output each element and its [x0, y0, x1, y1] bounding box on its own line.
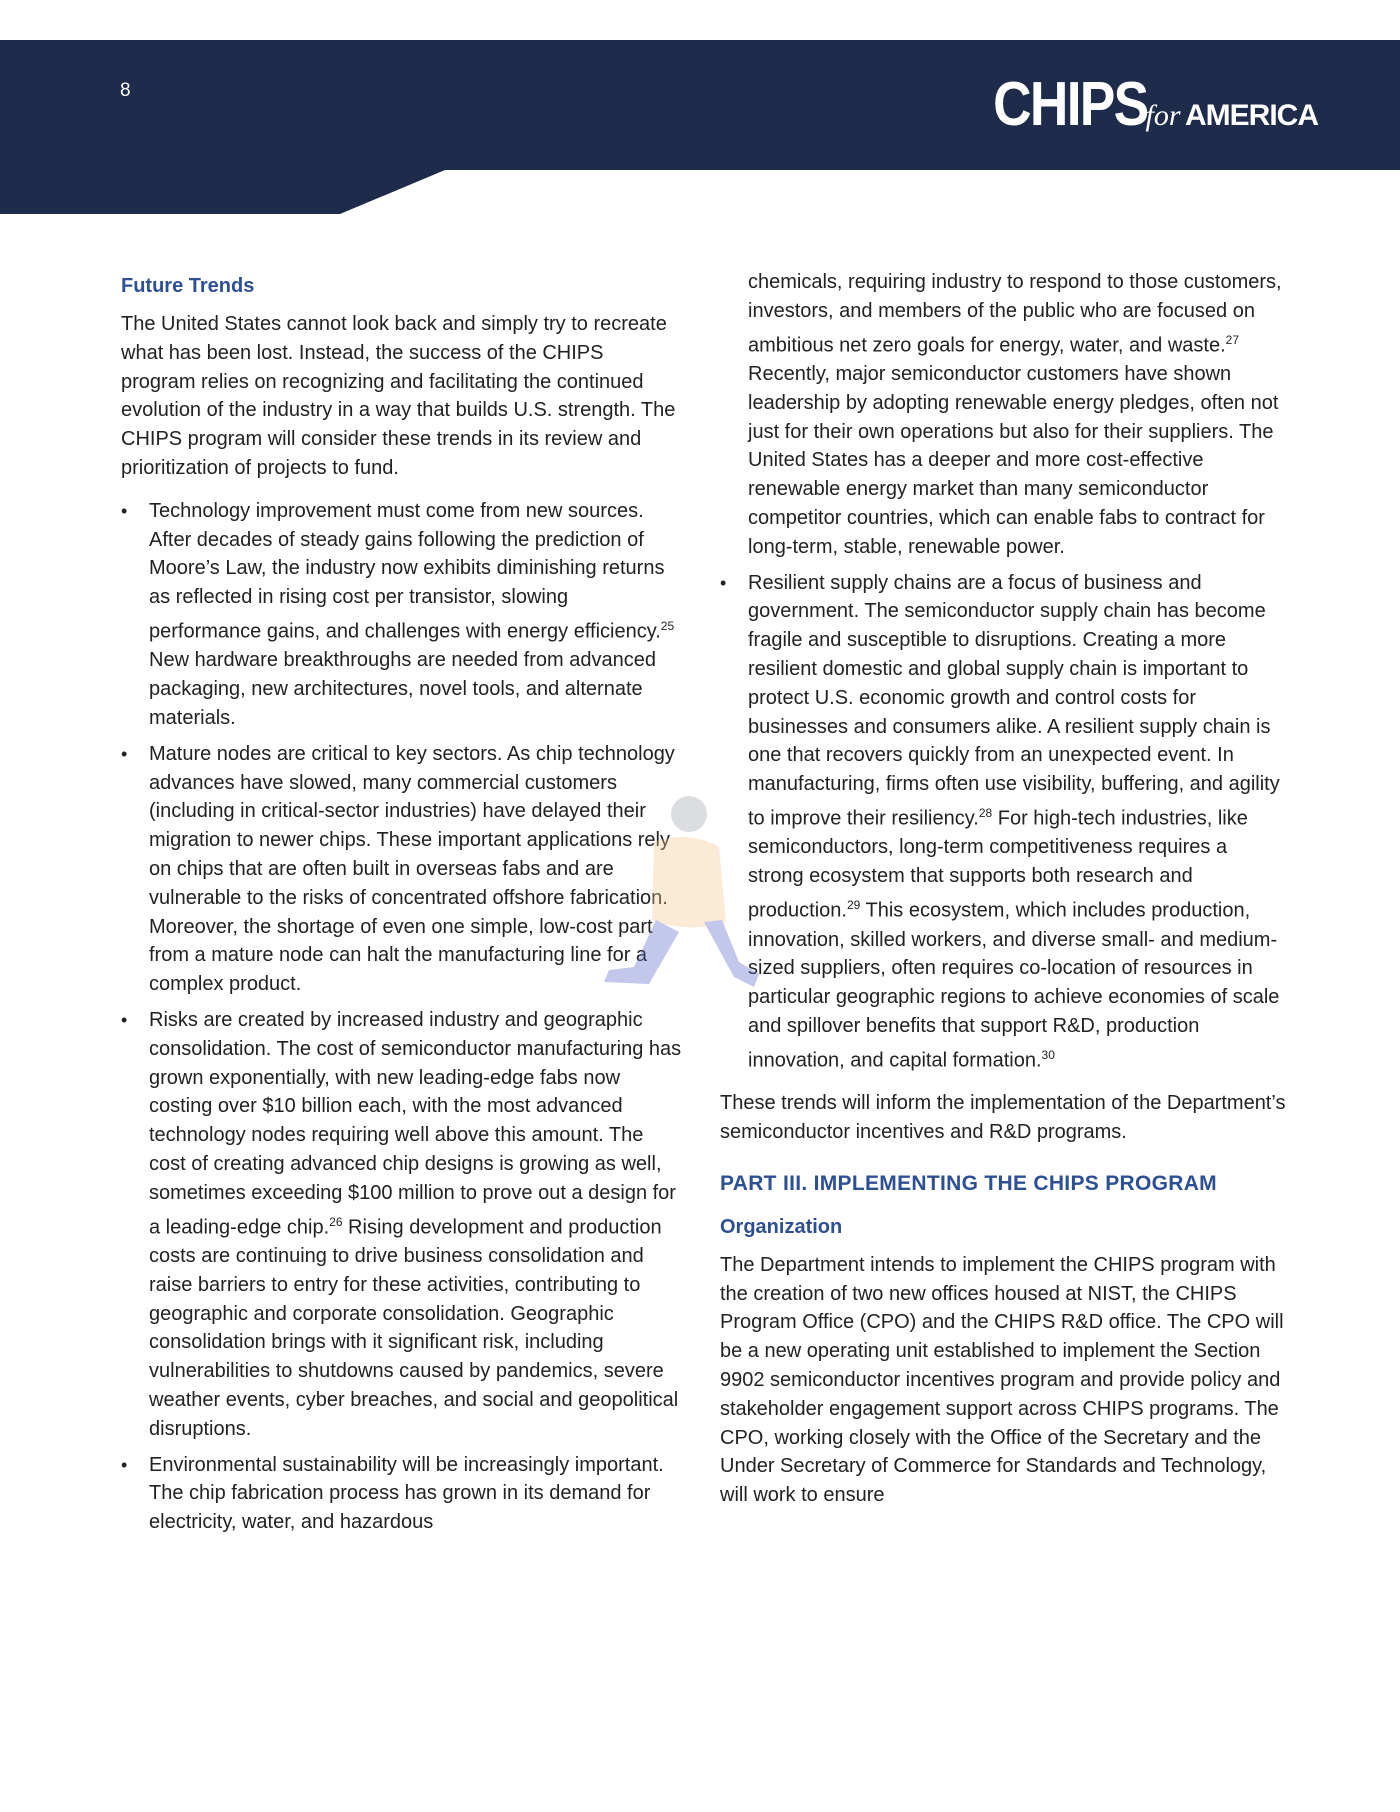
- list-item: [121, 1006, 683, 1444]
- bullet-text: Environmental sustainability will be increasingly important. The chip fabrication process has grown in its demand for electricity, water, and hazardous: [149, 1453, 664, 1534]
- footnote-ref: 26: [329, 1214, 343, 1229]
- bullet-text-cont: Rising development and production costs are continuing to drive business consolidation and raise barriers to entry for these activities, contributing to geographic and corporate consolidation. Geographic consolidation brings with it significant risk, including vulnerabilities to shutdowns caused by pandemics, severe weather events, cyber breaches, and social and geopolitical disruptions.: [149, 1216, 679, 1440]
- intro-paragraph: The United States cannot look back and simply try to recreate what has been lost. Instead, the success of the CHIPS program relies on recognizing and facilitating the continued evolution of the industry in a way that builds U.S. strength. The CHIPS program will consider these trends in its review and prioritization of projects to fund.: [121, 313, 676, 479]
- bullet-text: Technology improvement must come from new sources. After decades of steady gains following the prediction of Moore’s Law, the industry now exhibits diminishing returns as reflected in rising cost per transistor, slowing performance gains, and challenges with energy efficiency.: [149, 499, 665, 643]
- logo-chips-text: CHIPS: [992, 70, 1148, 139]
- bullet-text-mid: For high-tech industries, like semiconductors, long-term competitiveness requires a strong ecosystem that supports both research and production.: [748, 807, 1248, 922]
- watermark-figure: [594, 792, 764, 1010]
- continuation-text: chemicals, requiring industry to respond to those customers, investors, and members of the public who are focused on ambitious net zero goals for energy, water, and waste.: [748, 271, 1282, 357]
- footnote-ref: 27: [1225, 332, 1240, 347]
- bullet-text: Resilient supply chains are a focus of business and government. The semiconductor supply chain has become fragile and susceptible to disruptions. Creating a more resilient domestic and global supply chain is important to protect U.S. economic growth and control costs for businesses and consumers alike. A resilient supply chain is one that recovers quickly from an unexpected event. In manufacturing, firms often use visibility, buffering, and agility to improve their resiliency.: [748, 571, 1280, 830]
- list-item: [720, 569, 1286, 1076]
- bullet-text-cont: This ecosystem, which includes production, innovation, skilled workers, and diverse small- and medium-sized suppliers, often requires co-location of resources in particular geographic regions to achieve economies of scale and spillover benefits that support R&D, production innovation, and capital formation.: [748, 899, 1280, 1072]
- chips-for-america-logo: [968, 70, 1318, 139]
- supply-chain-list: [720, 569, 1286, 1076]
- section-heading-future-trends: Future Trends: [121, 275, 255, 297]
- page-number: 8: [120, 80, 131, 101]
- trends-list: [121, 497, 683, 1537]
- logo-for-text: for: [1145, 99, 1181, 132]
- footnote-ref: 25: [660, 618, 675, 633]
- list-item: [121, 497, 683, 733]
- logo-america-text: AMERICA: [1185, 99, 1318, 132]
- part-heading: PART III. IMPLEMENTING THE CHIPS PROGRAM: [720, 1171, 1217, 1195]
- bullet-text: Mature nodes are critical to key sectors. As chip technology advances have slowed, many commercial customers (including in critical-sector industries) have delayed their migration to newer chips. These important applications rely on chips that are often built in overseas fabs and are vulnerable to the risks of concentrated offshore fabrication. Moreover, the shortage of even one simple, low-cost part from a mature node can halt the manufacturing line for a complex product.: [149, 742, 675, 996]
- section-heading-organization: Organization: [720, 1215, 843, 1238]
- right-column: [720, 268, 1286, 1524]
- footnote-ref: 29: [846, 898, 861, 913]
- organization-paragraph: The Department intends to implement the CHIPS program with the creation of two new offices housed at NIST, the CHIPS Program Office (CPO) and the CHIPS R&D office. The CPO will be a new operating unit established to implement the Section 9902 semiconductor incentives program and provide policy and stakeholder engagement support across CHIPS programs. The CPO, working closely with the Office of the Secretary and the Under Secretary of Commerce for Standards and Technology, will work to ensure: [720, 1253, 1284, 1507]
- bullet-text: Risks are created by increased industry and geographic consolidation. The cost of semiconductor manufacturing has grown exponentially, with new leading-edge fabs now costing over $10 billion each, with the most advanced technology nodes requiring well above this amount. The cost of creating advanced chip designs is growing as well, sometimes exceeding $100 million to prove out a design for a leading-edge chip.: [149, 1008, 682, 1239]
- continuation-text-cont: Recently, major semiconductor customers have shown leadership by adopting renewable energy pledges, often not just for their own operations but also for their suppliers. The United States has a deeper and more cost-effective renewable energy market than many semiconductor competitor countries, which can enable fabs to contract for long-term, stable, renewable power.: [748, 363, 1279, 558]
- footnote-ref: 30: [1041, 1047, 1055, 1062]
- bullet-text-cont: New hardware breakthroughs are needed from advanced packaging, new architectures, novel tools, and alternate materials.: [149, 649, 656, 730]
- bullet-continuation: [720, 268, 1286, 562]
- footnote-ref: 28: [978, 806, 993, 820]
- list-item: [121, 1451, 683, 1537]
- closing-paragraph: These trends will inform the implementation of the Department’s semiconductor incentives and R&D programs.: [720, 1092, 1286, 1143]
